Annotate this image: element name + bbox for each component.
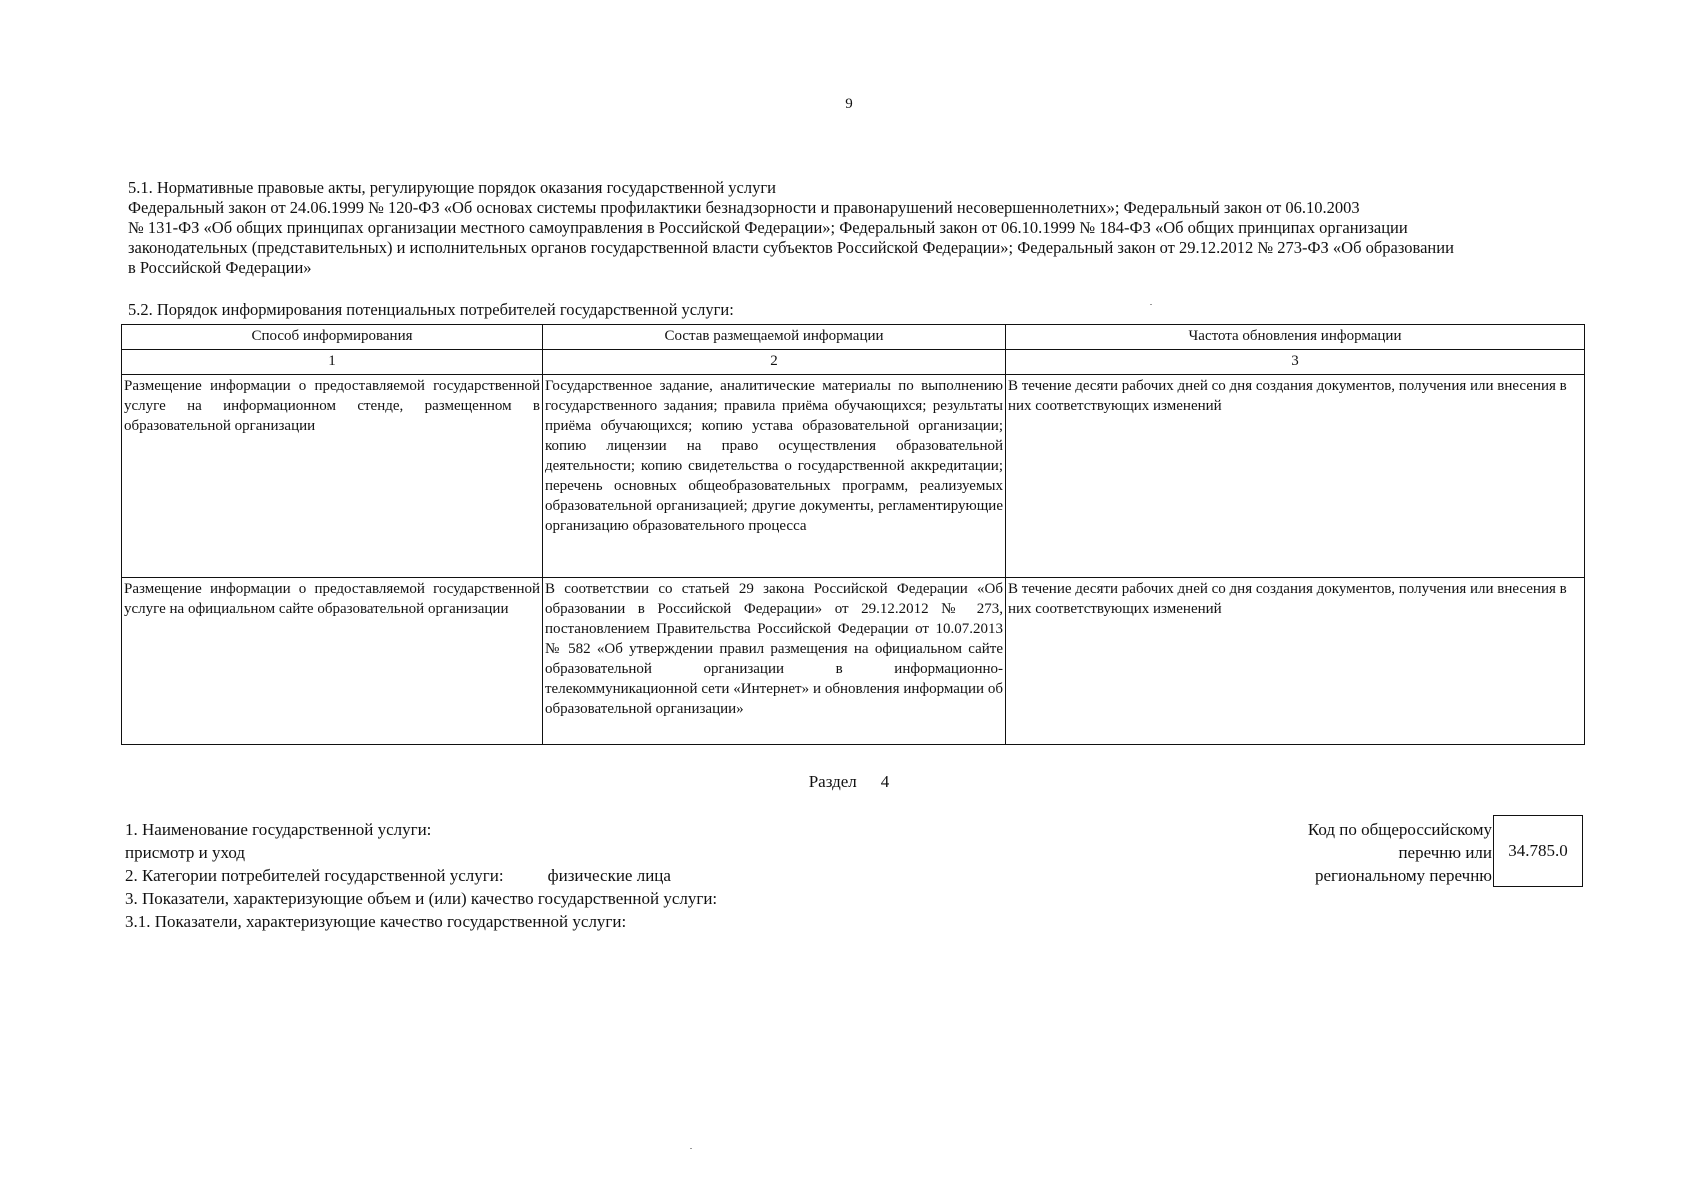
section-5-1-line: № 131-ФЗ «Об общих принципах организации местного самоуправления в Российской Федерации»; Федеральный закон от 06.10.1999 № 184-ФЗ «Об общих принципах организации	[128, 218, 1408, 237]
method-cell: Размещение информации о предоставляемой государственной услуге на информационном стенде, размещенном в образовательной организации	[122, 375, 543, 578]
content-cell: В соответствии со статьей 29 закона Российской Федерации «Об образовании в Российской Федерации» от 29.12.2012 № 273, постановлением Правительства Российской Федерации от 10.07.2013 № 582 «Об утверждении правил размещения на официальном сайте образовательной организации в информационно-телекоммуникационной сети «Интернет» и обновления информации об образовательной организации»	[543, 578, 1006, 745]
column-number: 2	[543, 350, 1006, 375]
content-cell: Государственное задание, аналитические материалы по выполнению государственного задания; правила приёма обучающихся; результаты приёма обучающихся; копию устава образовательной организации; копию лицензии на право осуществления образовательной деятельности; копию свидетельства о государственной аккредитации; перечень основных общеобразовательных программ, реализуемых образовательной организацией; другие документы, регламентирующие организацию образовательного процесса	[543, 375, 1006, 578]
header-frequency: Частота обновления информации	[1006, 325, 1585, 350]
registry-code-label	[1240, 818, 1492, 887]
table-row	[122, 578, 1585, 745]
registry-code-label-line: региональному перечню	[1314, 866, 1492, 885]
service-name-value: присмотр и уход	[125, 843, 246, 862]
page-number: 9	[845, 96, 853, 112]
informing-table	[121, 324, 1585, 745]
registry-code-label-line: Код по общероссийскому	[1307, 820, 1492, 839]
scan-speck	[690, 1148, 692, 1149]
consumers-label: 2. Категории потребителей государственной услуги:	[125, 866, 504, 885]
table-header-row	[122, 325, 1585, 350]
scan-speck	[1150, 304, 1152, 305]
frequency-cell: В течение десяти рабочих дней со дня создания документов, получения или внесения в них соответствующих изменений	[1006, 375, 1585, 578]
method-cell: Размещение информации о предоставляемой государственной услуге на официальном сайте образовательной организации	[122, 578, 543, 745]
consumers-value: физические лица	[547, 866, 671, 885]
section-5-1-line: Федеральный закон от 24.06.1999 № 120-ФЗ «Об основах системы профилактики безнадзорности и правонарушений несовершеннолетних»; Федеральный закон от 06.10.2003	[128, 198, 1360, 217]
service-info	[125, 818, 717, 933]
section-heading-number: 4	[880, 772, 890, 791]
registry-code-label-line: перечню или	[1398, 843, 1492, 862]
registry-code-value: 34.785.0	[1508, 841, 1568, 860]
table-row	[122, 375, 1585, 578]
quality-indicators-label: 3.1. Показатели, характеризующие качество государственной услуги:	[125, 912, 627, 931]
service-name-label: 1. Наименование государственной услуги:	[125, 820, 432, 839]
header-method: Способ информирования	[122, 325, 543, 350]
section-5-1-line: в Российской Федерации»	[128, 258, 312, 277]
column-number-row	[122, 350, 1585, 375]
section-5-1-line: законодательных (представительных) и исполнительных органов государственной власти субъектов Российской Федерации»; Федеральный закон от 29.12.2012 № 273-ФЗ «Об образовании	[128, 238, 1454, 257]
section-heading	[0, 772, 1698, 792]
indicators-label: 3. Показатели, характеризующие объем и (или) качество государственной услуги:	[125, 889, 718, 908]
section-5-1-title: 5.1. Нормативные правовые акты, регулирующие порядок оказания государственной услуги	[128, 178, 776, 197]
column-number: 3	[1006, 350, 1585, 375]
section-5-1	[128, 178, 1588, 278]
column-number: 1	[122, 350, 543, 375]
header-content: Состав размещаемой информации	[543, 325, 1006, 350]
consumers-line	[125, 864, 717, 887]
frequency-cell: В течение десяти рабочих дней со дня создания документов, получения или внесения в них соответствующих изменений	[1006, 578, 1585, 745]
section-heading-label: Раздел	[808, 772, 857, 791]
section-5-2-title: 5.2. Порядок информирования потенциальных потребителей государственной услуги:	[128, 300, 734, 319]
registry-code-box	[1493, 815, 1583, 887]
